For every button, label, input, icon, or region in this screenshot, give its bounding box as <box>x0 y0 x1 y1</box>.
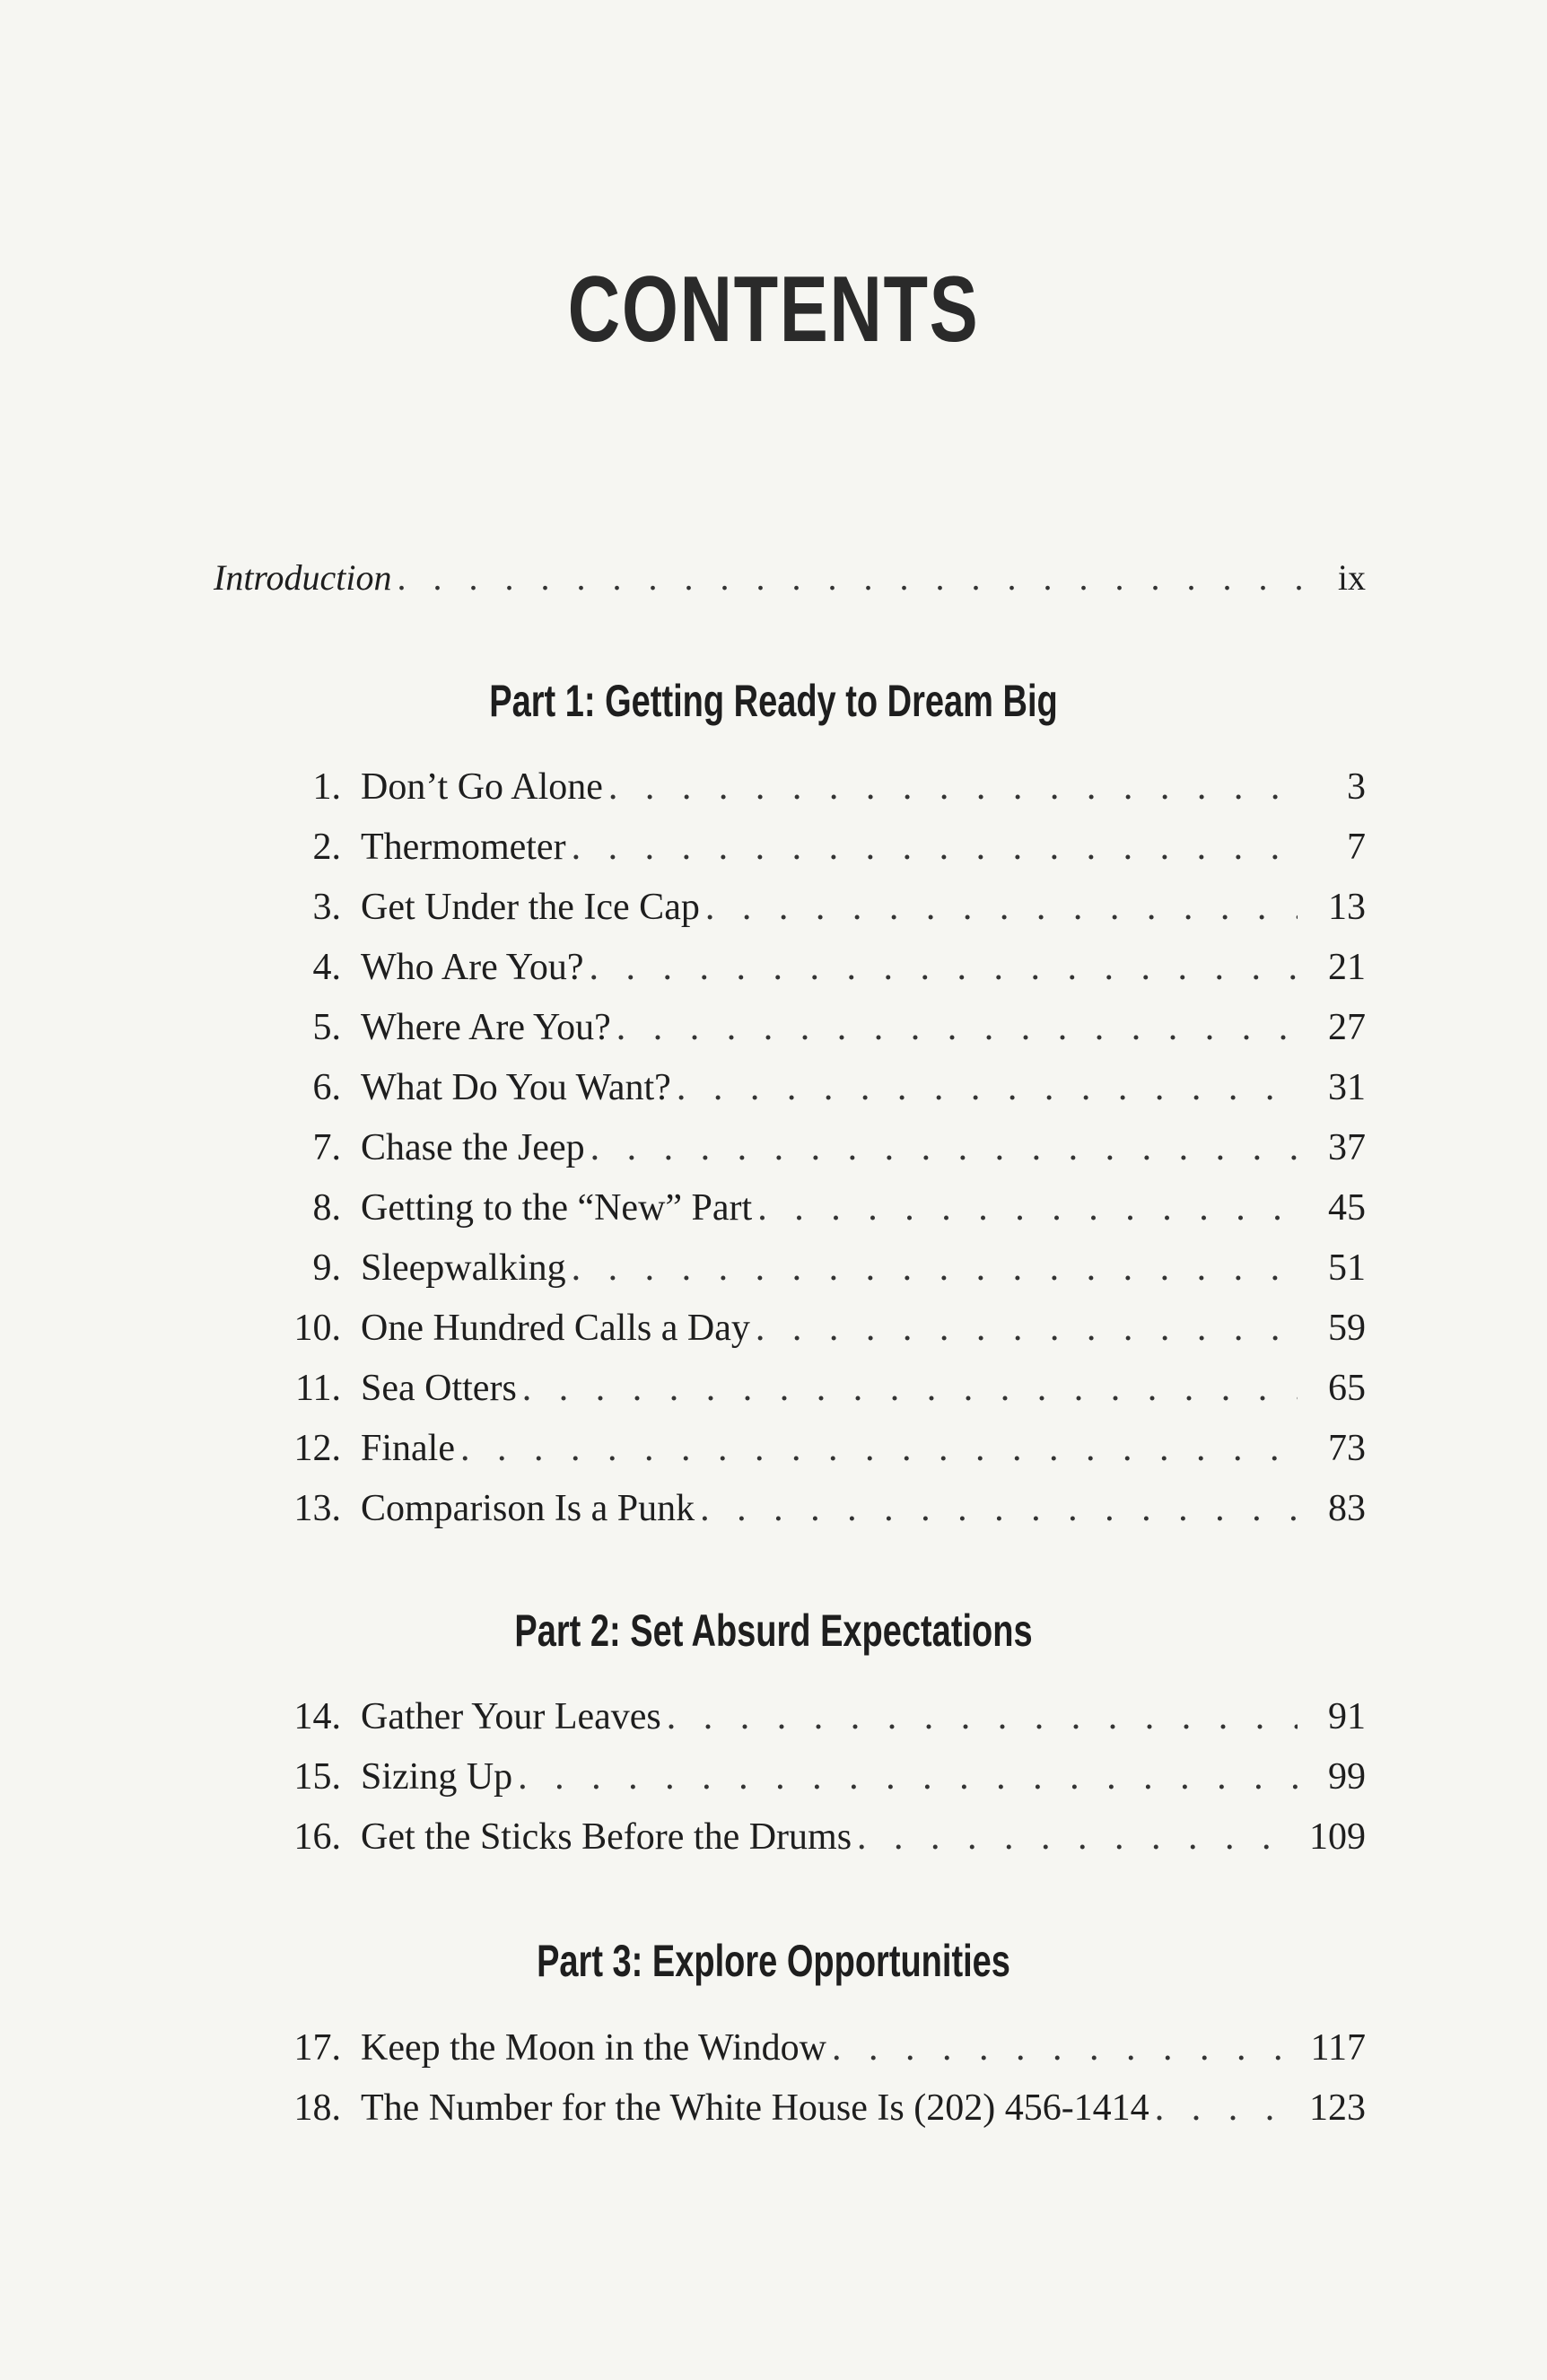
chapter-page: 99 <box>1328 1756 1366 1798</box>
chapter-number: 2. <box>312 827 341 868</box>
chapter-number: 6. <box>312 1067 341 1108</box>
chapter-title: One Hundred Calls a Day <box>361 1308 750 1349</box>
chapter-page: 91 <box>1328 1696 1366 1737</box>
part-3-chapter-list <box>242 2026 1366 2147</box>
toc-entry[interactable] <box>242 1367 1366 1427</box>
part-3-heading: Part 3: Explore Opportunities <box>537 1936 1010 1986</box>
leader-dots <box>700 1487 1298 1530</box>
chapter-number: 18. <box>293 2087 341 2129</box>
chapter-number: 4. <box>312 947 341 988</box>
chapter-number: 16. <box>293 1816 341 1858</box>
leader-dots <box>590 1126 1298 1169</box>
chapter-title: Get the Sticks Before the Drums <box>361 1816 852 1858</box>
chapter-title: Chase the Jeep <box>361 1127 585 1168</box>
leader-dots <box>857 1816 1298 1859</box>
toc-entry[interactable] <box>242 1186 1366 1247</box>
toc-entry[interactable] <box>242 2087 1366 2147</box>
chapter-page: 3 <box>1347 766 1366 808</box>
leader-dots <box>590 946 1298 989</box>
toc-entry-title: Introduction <box>214 557 392 598</box>
leader-dots <box>522 1367 1298 1410</box>
chapter-page: 59 <box>1328 1308 1366 1349</box>
toc-entry[interactable] <box>242 1307 1366 1367</box>
chapter-title: Who Are You? <box>361 947 584 988</box>
toc-entry[interactable] <box>242 1816 1366 1876</box>
chapter-title: Don’t Go Alone <box>361 766 603 808</box>
toc-entry[interactable] <box>242 1126 1366 1186</box>
toc-entry[interactable] <box>242 1066 1366 1126</box>
leader-dots <box>608 766 1298 809</box>
chapter-page: 13 <box>1328 887 1366 928</box>
chapter-title: Get Under the Ice Cap <box>361 887 700 928</box>
chapter-page: 73 <box>1328 1428 1366 1469</box>
chapter-title: What Do You Want? <box>361 1067 671 1108</box>
part-2-chapter-list <box>242 1695 1366 1876</box>
chapter-title: Gather Your Leaves <box>361 1696 661 1737</box>
chapter-page: 65 <box>1328 1368 1366 1409</box>
chapter-title: Getting to the “New” Part <box>361 1187 753 1229</box>
leader-dots <box>1155 2087 1298 2130</box>
leader-dots <box>677 1066 1298 1109</box>
chapter-number: 13. <box>293 1488 341 1529</box>
leader-dots <box>756 1307 1298 1350</box>
leader-dots <box>667 1695 1298 1738</box>
page-title: CONTENTS <box>567 258 980 362</box>
toc-entry-introduction[interactable] <box>214 556 1366 599</box>
chapter-title: Comparison Is a Punk <box>361 1488 695 1529</box>
leader-dots <box>518 1755 1298 1798</box>
chapter-page: 83 <box>1328 1488 1366 1529</box>
toc-entry[interactable] <box>242 1487 1366 1547</box>
chapter-number: 14. <box>293 1696 341 1737</box>
chapter-title: Sea Otters <box>361 1368 517 1409</box>
toc-entry[interactable] <box>242 886 1366 946</box>
chapter-number: 15. <box>293 1756 341 1798</box>
chapter-number: 7. <box>312 1127 341 1168</box>
chapter-page: 27 <box>1328 1007 1366 1048</box>
chapter-number: 10. <box>293 1308 341 1349</box>
chapter-number: 9. <box>312 1247 341 1289</box>
chapter-number: 11. <box>295 1368 341 1409</box>
chapter-number: 5. <box>312 1007 341 1048</box>
leader-dots <box>572 1247 1298 1290</box>
chapter-page: 21 <box>1328 947 1366 988</box>
leader-dots <box>757 1186 1298 1229</box>
part-1-heading: Part 1: Getting Ready to Dream Big <box>489 676 1058 726</box>
chapter-page: 117 <box>1310 2027 1366 2069</box>
toc-entry-page: ix <box>1337 557 1366 598</box>
chapter-page: 37 <box>1328 1127 1366 1168</box>
toc-entry[interactable] <box>242 766 1366 826</box>
chapter-page: 7 <box>1347 827 1366 868</box>
leader-dots <box>398 556 1333 599</box>
chapter-number: 1. <box>312 766 341 808</box>
chapter-number: 17. <box>293 2027 341 2069</box>
toc-entry[interactable] <box>242 1006 1366 1066</box>
toc-entry[interactable] <box>242 826 1366 886</box>
leader-dots <box>460 1427 1298 1470</box>
chapter-title: Sizing Up <box>361 1756 513 1798</box>
chapter-number: 8. <box>312 1187 341 1229</box>
toc-entry[interactable] <box>242 1755 1366 1816</box>
chapter-page: 51 <box>1328 1247 1366 1289</box>
toc-entry[interactable] <box>242 1695 1366 1755</box>
toc-entry[interactable] <box>242 2026 1366 2087</box>
toc-entry[interactable] <box>242 946 1366 1006</box>
part-1-chapter-list <box>242 766 1366 1547</box>
chapter-title: The Number for the White House Is (202) 456-1414 <box>361 2087 1149 2129</box>
chapter-page: 45 <box>1328 1187 1366 1229</box>
chapter-title: Sleepwalking <box>361 1247 566 1289</box>
part-2-heading: Part 2: Set Absurd Expectations <box>514 1606 1033 1656</box>
toc-entry[interactable] <box>242 1427 1366 1487</box>
chapter-title: Thermometer <box>361 827 566 868</box>
leader-dots <box>572 826 1298 869</box>
chapter-page: 109 <box>1309 1816 1366 1858</box>
leader-dots <box>832 2026 1298 2069</box>
chapter-title: Where Are You? <box>361 1007 611 1048</box>
chapter-number: 12. <box>293 1428 341 1469</box>
chapter-title: Keep the Moon in the Window <box>361 2027 826 2069</box>
leader-dots <box>616 1006 1298 1049</box>
toc-entry[interactable] <box>242 1247 1366 1307</box>
chapter-page: 31 <box>1328 1067 1366 1108</box>
chapter-number: 3. <box>312 887 341 928</box>
chapter-title: Finale <box>361 1428 455 1469</box>
leader-dots <box>705 886 1298 929</box>
chapter-page: 123 <box>1309 2087 1366 2129</box>
